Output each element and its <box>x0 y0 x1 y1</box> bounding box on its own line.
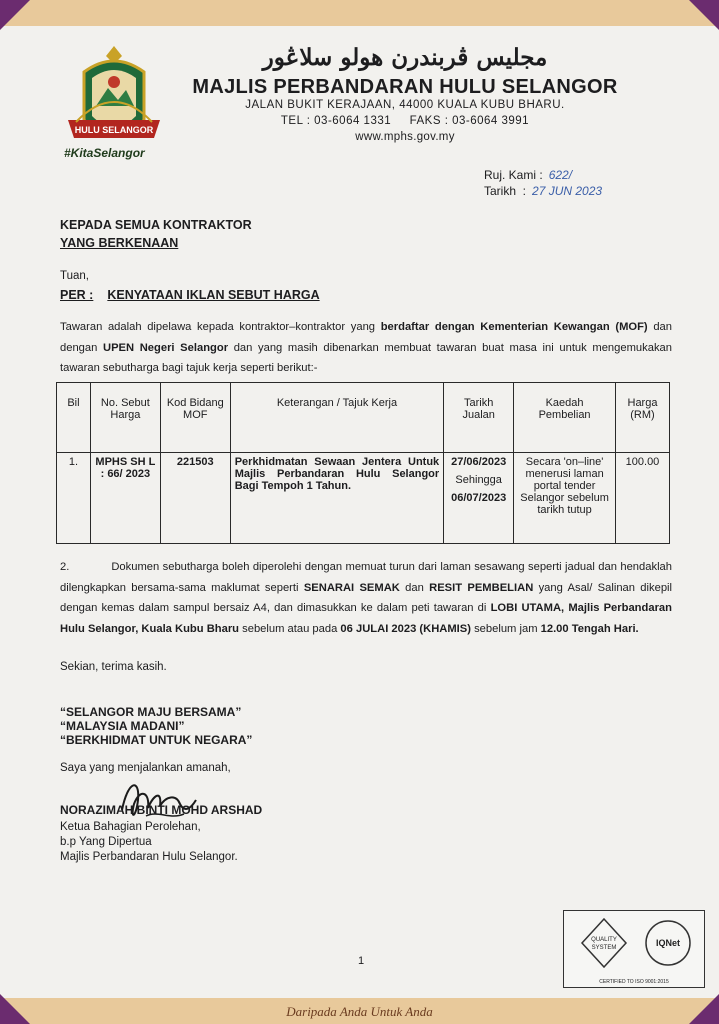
cell-keterangan: Perkhidmatan Sewaan Jentera Untuk Majlis Perbandaran Hulu Selangor Bagi Tempoh 1 Tahun. <box>230 453 443 544</box>
p1-text-c: dan dengan <box>60 321 672 354</box>
certification-marks <box>564 911 704 981</box>
top-band <box>0 0 719 26</box>
corner-top-left <box>0 0 30 30</box>
tarikh-akhir: 06/07/2023 <box>451 492 507 504</box>
iqnet-text: IQNet <box>655 938 681 948</box>
p2-text-e: yang Asal/ Salinan dikepil dengan kemas dalam sampul bersaiz A4, dan dimasukkan ke dalam peti tawaran di <box>60 581 673 614</box>
hashtag: #KitaSelangor <box>64 146 145 160</box>
p2-bold-date: 06 JULAI 2023 (KHAMIS) <box>340 622 471 635</box>
p1-bold-mof: berdaftar dengan Kementerian Kewangan (MOF) <box>380 321 648 333</box>
footer-motto: Daripada Anda Untuk Anda <box>286 1004 433 1019</box>
p2-number: 2. <box>60 561 70 573</box>
subject-line <box>60 288 320 302</box>
council-website: www.mphs.gov.my <box>355 131 455 143</box>
date-label: Tarikh : <box>484 184 527 198</box>
corner-top-right <box>689 0 719 30</box>
cell-kod: 221503 <box>160 453 230 544</box>
p2-bold-senarai-semak: SENARAI SEMAK <box>303 581 400 594</box>
date-value: 27 JUN 2023 <box>532 184 603 198</box>
page-number: 1 <box>358 955 365 967</box>
signatory-name: NORAZIMAH BINTI MOHD ARSHAD <box>60 803 263 817</box>
header-harga: Harga (RM) <box>615 383 669 453</box>
tarikh-sehingga: Sehingga <box>455 474 502 486</box>
signatory-organisation: Majlis Perbandaran Hulu Selangor. <box>60 851 238 863</box>
reference-date <box>484 184 602 198</box>
header-keterangan: Keterangan / Tajuk Kerja <box>230 383 443 453</box>
salutation: Tuan, <box>60 270 89 282</box>
ref-label: Ruj. Kami : <box>484 168 543 182</box>
motto-1: “SELANGOR MAJU BERSAMA” <box>60 705 242 719</box>
certification-caption: CERTIFIED TO ISO 9001:2015 <box>599 979 669 985</box>
tarikh-mula: 27/06/2023 <box>451 456 507 468</box>
p2-bold-resit: RESIT PEMBELIAN <box>429 581 534 594</box>
paragraph-1 <box>60 317 672 379</box>
p2-bold-time: 12.00 Tengah Hari. <box>540 622 639 635</box>
cell-kaedah: Secara 'on–line' menerusi laman portal tender Selangor sebelum tarikh tutup <box>514 453 616 544</box>
system-text: SYSTEM <box>591 945 617 951</box>
p2-text-a: Dokumen sebutharga boleh diperolehi dengan memuat turun dari laman sesawang seperti jadual dan hendaklah dilengkapkan bersama-sama maklumat seperti <box>60 561 672 594</box>
table-header-row <box>57 383 670 453</box>
header-tarikh-jualan: Tarikh Jualan <box>444 383 514 453</box>
header-kod-bidang: Kod Bidang MOF <box>160 383 230 453</box>
certification-badges <box>563 910 705 988</box>
motto-2: “MALAYSIA MADANI” <box>60 719 185 733</box>
closing-line: Sekian, terima kasih. <box>60 661 167 673</box>
signatory-on-behalf: b.p Yang Dipertua <box>60 836 152 848</box>
reference-number <box>484 168 572 182</box>
subject-label: PER : <box>60 288 94 302</box>
recipient-line-2: YANG BERKENAAN <box>60 236 179 250</box>
header-bil: Bil <box>57 383 91 453</box>
council-name: MAJLIS PERBANDARAN HULU SELANGOR <box>192 76 618 98</box>
council-address: JALAN BUKIT KERAJAAN, 44000 KUALA KUBU BHARU. <box>245 99 565 111</box>
cell-no: MPHS SH L : 66/ 2023 <box>90 453 160 544</box>
subject-title: KENYATAAN IKLAN SEBUT HARGA <box>107 288 320 302</box>
cell-bil: 1. <box>57 453 91 544</box>
p1-bold-upen: UPEN Negeri Selangor <box>102 341 229 354</box>
table-row <box>57 453 670 544</box>
signatory-position: Ketua Bahagian Perolehan, <box>60 821 201 833</box>
p1-text-a: Tawaran adalah dipelawa kepada kontraktor–kontraktor yang <box>60 321 381 333</box>
header-kaedah-pembelian: Kaedah Pembelian <box>514 383 616 453</box>
header-no-sebut-harga: No. Sebut Harga <box>90 383 160 453</box>
p1-text-e: dan yang masih dibenarkan membuat tawaran buat masa ini untuk mengemukakan tawaran sebutharga bagi tajuk kerja seperti berikut:- <box>60 341 672 374</box>
council-phone-fax: TEL : 03-6064 1331 FAKS : 03-6064 3991 <box>280 115 530 127</box>
p2-text-g: sebelum atau pada <box>239 622 341 635</box>
p2-text-c: dan <box>399 581 430 594</box>
logo-text: HULU SELANGOR <box>74 125 154 135</box>
cell-tarikh <box>444 453 514 544</box>
council-logo <box>62 42 166 162</box>
quality-text: QUALITY <box>591 937 617 943</box>
signature-intro: Saya yang menjalankan amanah, <box>60 762 231 774</box>
quotation-table <box>56 382 670 544</box>
p2-bold-lobi: LOBI UTAMA, Majlis Perbandaran Hulu Selangor, Kuala Kubu Bharu <box>60 602 672 635</box>
paragraph-2 <box>60 557 672 639</box>
cell-harga: 100.00 <box>615 453 669 544</box>
recipient-line-1: KEPADA SEMUA KONTRAKTOR <box>60 218 252 232</box>
jawi-council-name: مجليس ڤربندرن هولو سلاڠور <box>262 44 548 71</box>
ref-value: 622/ <box>548 168 573 182</box>
p2-text-i: sebelum jam <box>470 622 541 635</box>
motto-3: “BERKHIDMAT UNTUK NEGARA” <box>60 733 253 747</box>
